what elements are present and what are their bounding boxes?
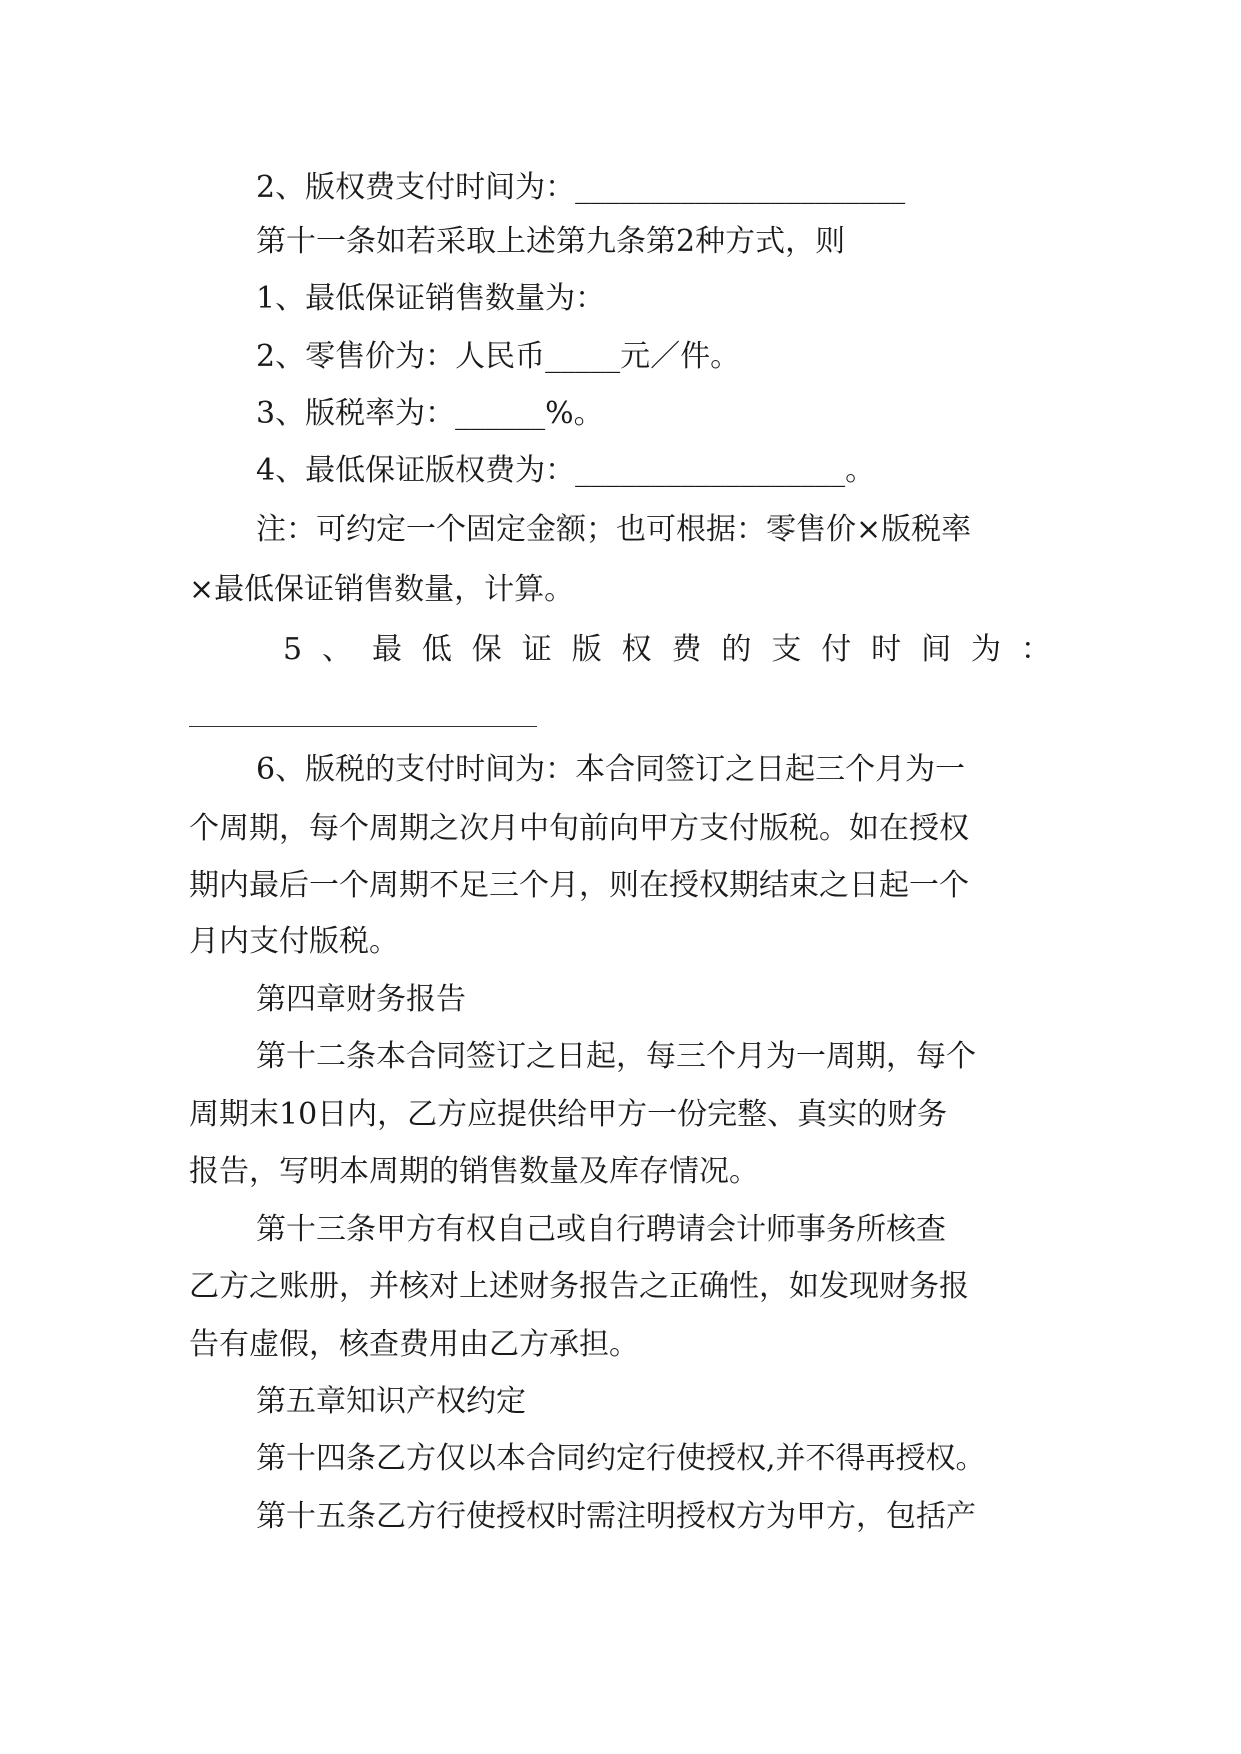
spaced-char: ： [1020, 632, 1051, 667]
text-line: 个周期，每个周期之次月中旬前向甲方支付版税。如在授权 [189, 811, 969, 846]
text-line: 月内支付版税。 [189, 924, 399, 959]
spaced-char: 付 [821, 632, 852, 667]
spaced-char: 保 [471, 632, 502, 667]
spaced-char: 5 [283, 632, 303, 667]
spaced-char: 、 [322, 632, 353, 667]
text-line: 第十四条乙方仅以本合同约定行使授权,并不得再授权。 [256, 1441, 986, 1476]
text-line: 2、版权费支付时间为：______________________ [256, 170, 906, 205]
section-heading: 第四章财务报告 [256, 982, 466, 1017]
spaced-char: 版 [571, 632, 602, 667]
text-line: 6、版税的支付时间为：本合同签订之日起三个月为一 [256, 752, 966, 787]
spaced-char: 证 [521, 632, 552, 667]
text-line: 周期末10日内，乙方应提供给甲方一份完整、真实的财务 [189, 1097, 948, 1132]
text-line: 第十五条乙方行使授权时需注明授权方为甲方，包括产 [256, 1499, 976, 1534]
spaced-text-line [283, 630, 1051, 670]
spaced-char: 间 [921, 632, 952, 667]
text-line: 注：可约定一个固定金额；也可根据：零售价×版税率 [256, 512, 972, 547]
text-line: 第十三条甲方有权自己或自行聘请会计师事务所核查 [256, 1212, 946, 1247]
spaced-char: 最 [371, 632, 402, 667]
text-line: 第十一条如若采取上述第九条第2种方式，则 [256, 224, 846, 259]
text-line: 乙方之账册，并核对上述财务报告之正确性，如发现财务报 [189, 1269, 969, 1304]
text-line: 告有虚假，核查费用由乙方承担。 [189, 1327, 639, 1362]
spaced-char: 时 [871, 632, 902, 667]
text-line: 2、零售价为：人民币_____元／件。 [256, 339, 741, 374]
section-heading: 第五章知识产权约定 [256, 1384, 526, 1419]
spaced-char: 支 [771, 632, 802, 667]
text-line: 1、最低保证销售数量为： [256, 281, 606, 316]
text-line: 期内最后一个周期不足三个月，则在授权期结束之日起一个 [189, 868, 969, 903]
text-line: 第十二条本合同签订之日起，每三个月为一周期，每个 [256, 1039, 976, 1074]
blank-fill-line [189, 726, 537, 727]
spaced-char: 低 [421, 632, 452, 667]
text-line: ×最低保证销售数量，计算。 [189, 572, 575, 607]
text-line: 4、最低保证版权费为：__________________。 [256, 453, 876, 488]
text-line: 报告，写明本周期的销售数量及库存情况。 [189, 1154, 759, 1189]
spaced-char: 为 [971, 632, 1001, 667]
spaced-char: 权 [621, 632, 652, 667]
text-line: 3、版税率为：______%。 [256, 396, 604, 431]
spaced-char: 费 [671, 632, 702, 667]
spaced-char: 的 [721, 632, 752, 667]
